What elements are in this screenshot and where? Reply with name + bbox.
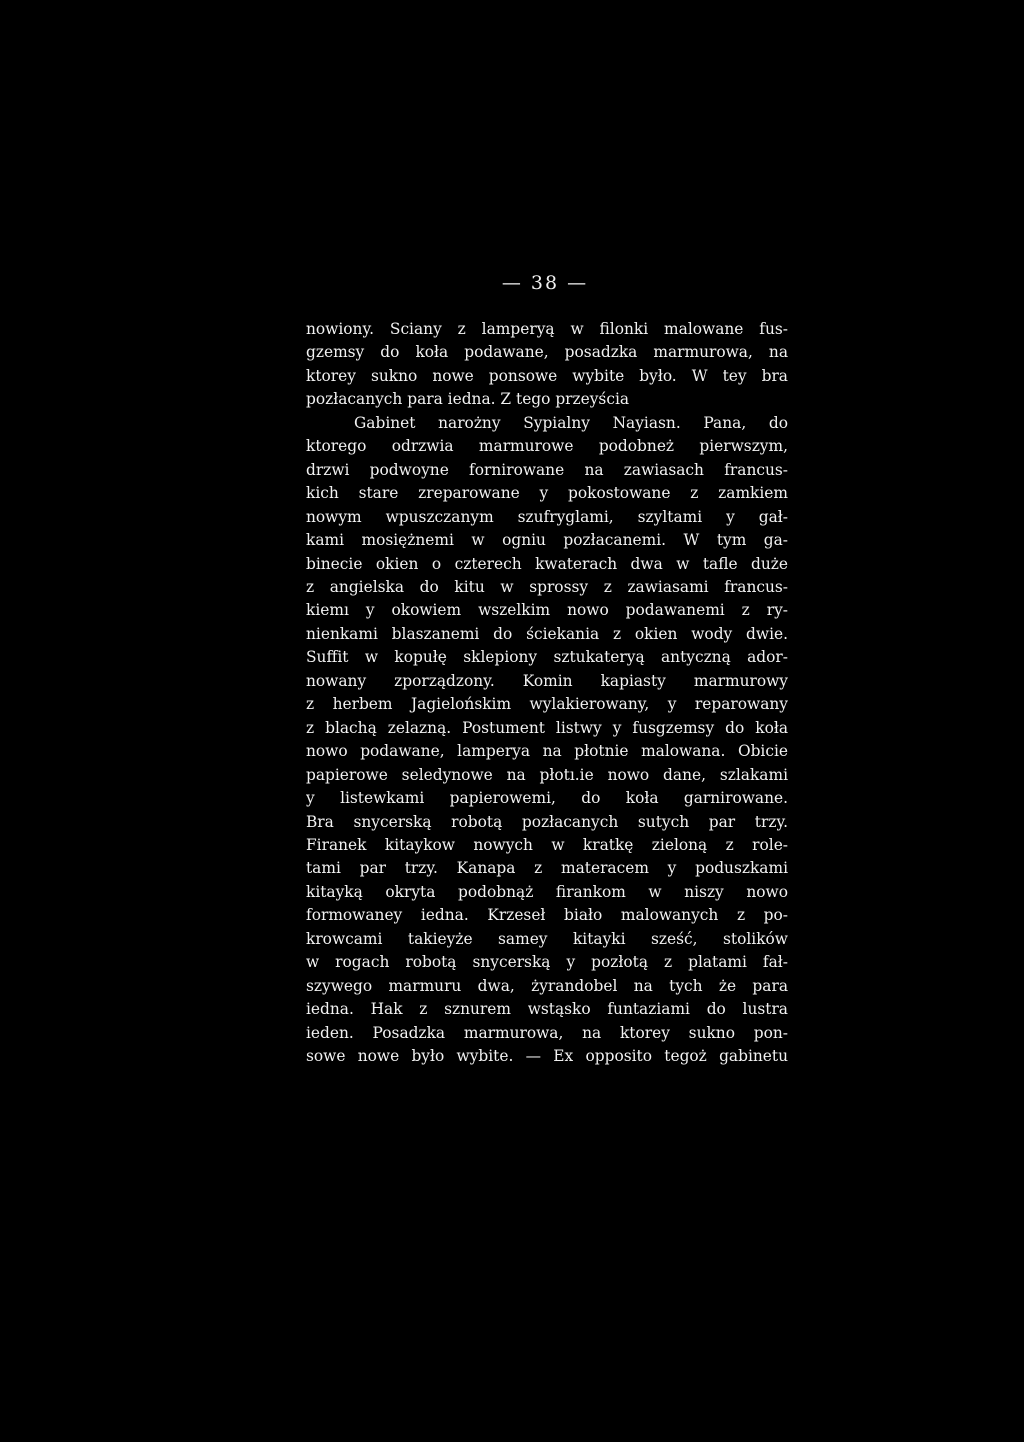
text-line: nowo podawane, lamperya na płotnie malowana. Obicie <box>306 742 788 761</box>
text-line: nowym wpuszczanym szufryglami, szyltami y gał- <box>306 507 788 526</box>
text-line: nowiony. Sciany z lamperyą w filonki malowane fus- <box>306 320 788 338</box>
text-line: kiemı y okowiem wszelkim nowo podawanemi z ry- <box>306 601 788 620</box>
text-line: nowany zporządzony. Komin kapiasty marmurowy <box>306 671 788 690</box>
text-line: ktorego odrzwia marmurowe podobneż pierwszym, <box>306 437 788 456</box>
text-line: tami par trzy. Kanapa z materacem y poduszkami <box>306 859 788 878</box>
text-line: w rogach robotą snycerską y pozłotą z platami fał- <box>306 953 788 972</box>
text-line: Firanek kitaykow nowych w kratkę zieloną z role- <box>306 835 788 854</box>
text-line: papierowe seledynowe na płotı.ie nowo dane, szlakami <box>306 765 788 784</box>
text-line: szywego marmuru dwa, żyrandobel na tych że para <box>306 976 788 995</box>
text-line: z angielska do kitu w sprossy z zawiasami francus- <box>306 577 788 596</box>
text-line: ktorey sukno nowe ponsowe wybite było. W tey bra <box>306 366 788 385</box>
text-line: Suffit w kopułę sklepiony sztukateryą antyczną ador- <box>306 648 788 667</box>
text-line: nienkami blaszanemi do ściekania z okien wody dwie. <box>306 624 788 643</box>
text-line: gzemsy do koła podawane, posadzka marmurowa, na <box>306 343 788 362</box>
text-line: y listewkami papierowemi, do koła garnirowane. <box>306 789 788 808</box>
text-line: pozłacanych para iedna. Z tego przeyścia <box>306 390 630 409</box>
text-line: ieden. Posadzka marmurowa, na ktorey sukno pon- <box>306 1023 788 1042</box>
text-line: z herbem Jagielońskim wylakierowany, y reparowany <box>306 695 788 714</box>
body-text <box>306 318 788 1069</box>
text-line: krowcami takieyże samey kitayki sześć, stolików <box>306 929 788 948</box>
text-line: formowaney iedna. Krzeseł biało malowanych z po- <box>306 906 788 925</box>
text-line: binecie okien o czterech kwaterach dwa w tafle duże <box>306 554 788 573</box>
text-line: iedna. Hak z sznurem wstąsko funtaziami do lustra <box>306 1000 788 1019</box>
text-line: z blachą zelazną. Postument listwy y fusgzemsy do koła <box>306 718 788 737</box>
page-number: — 38 — <box>501 272 589 294</box>
text-line: sowe nowe było wybite. — Ex opposito tegoż gabinetu <box>306 1047 788 1066</box>
text-line: kitayką okryta podobnąż firankom w niszy nowo <box>306 882 788 901</box>
text-line: Bra snycerską robotą pozłacanych sutych par trzy. <box>306 812 788 831</box>
text-line: kich stare zreparowane y pokostowane z zamkiem <box>306 484 788 503</box>
text-line: kami mosiężnemi w ogniu pozłacanemi. W tym ga- <box>306 531 788 550</box>
text-line: drzwi podwoyne fornirowane na zawiasach francus- <box>306 460 788 479</box>
text-line: Gabinet narożny Sypialny Nayiasn. Pana, do <box>354 413 788 432</box>
